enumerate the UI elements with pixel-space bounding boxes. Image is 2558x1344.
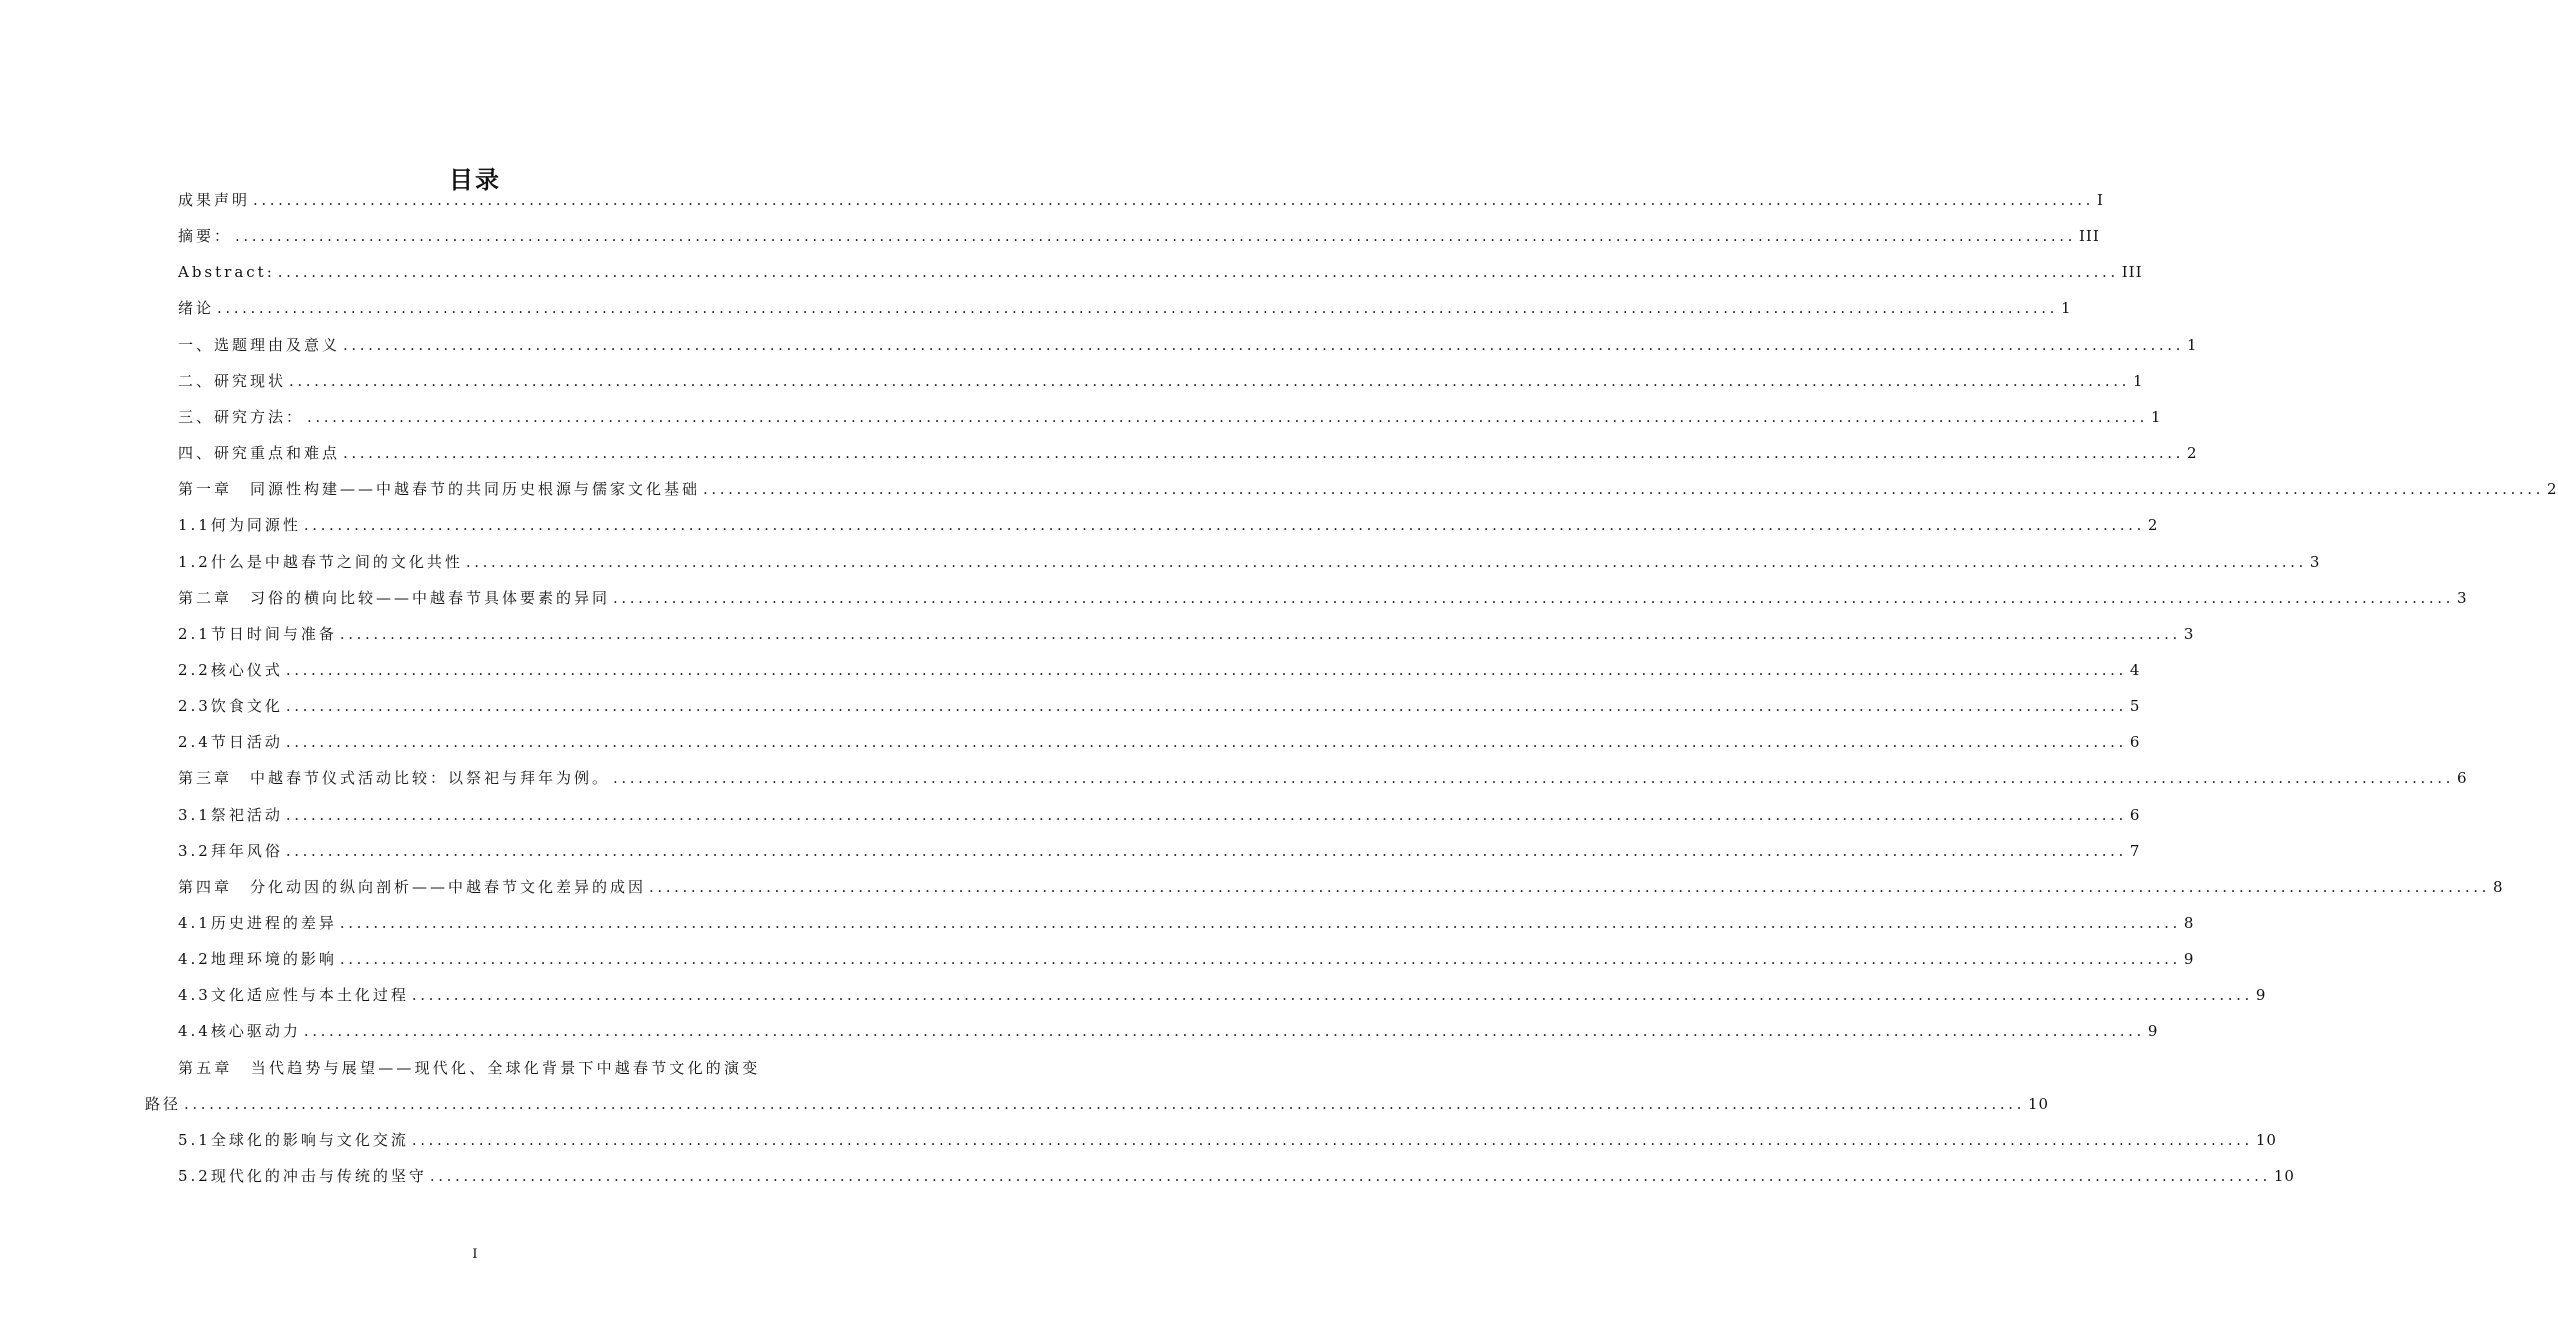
toc-entry-label: 二、研究现状 bbox=[178, 371, 287, 390]
toc-entry[interactable] bbox=[178, 933, 2195, 969]
toc-entry[interactable] bbox=[178, 716, 2141, 752]
toc-entry-page: 1 bbox=[2061, 299, 2072, 318]
toc-entry-page: III bbox=[2121, 263, 2143, 282]
toc-entry-page: 8 bbox=[2183, 914, 2195, 932]
toc-entry-label: 第一章 同源性构建——中越春节的共同历史根源与儒家文化基础 bbox=[178, 480, 701, 499]
toc-entry-page: 8 bbox=[2493, 877, 2504, 896]
toc-entry[interactable] bbox=[178, 391, 2162, 427]
toc-entry-page: 6 bbox=[2457, 769, 2468, 788]
toc-entry[interactable] bbox=[145, 1078, 2050, 1114]
toc-entry-page: 1 bbox=[2187, 335, 2198, 354]
toc-entry[interactable] bbox=[178, 499, 2159, 535]
toc-entry-page: 2 bbox=[2147, 516, 2159, 535]
toc-entry-page: 1 bbox=[2151, 407, 2162, 426]
toc-dot-leader: ............................................................................................................................................................................................................................ bbox=[253, 191, 2094, 209]
toc-dot-leader: ............................................................................................................................................................................................................................ bbox=[217, 299, 2058, 318]
toc-dot-leader: ............................................................................................................................................................................................................................ bbox=[339, 624, 2181, 643]
toc-entry-page: 1 bbox=[2133, 371, 2144, 390]
toc-dot-leader: ............................................................................................................................................................................................................................ bbox=[277, 263, 2119, 282]
toc-dot-leader: ............................................................................................................................................................................................................................ bbox=[649, 877, 2490, 896]
toc-entry-page: 4 bbox=[2129, 660, 2141, 679]
toc-entry-label: 三、研究方法： bbox=[178, 407, 305, 426]
toc-entry-label: 一、选题理由及意义 bbox=[178, 335, 341, 354]
toc-entry[interactable] bbox=[178, 1150, 2295, 1186]
toc-entry[interactable] bbox=[178, 319, 2198, 355]
toc-dot-leader: ............................................................................................................................................................................................................................ bbox=[339, 950, 2181, 969]
toc-dot-leader: ............................................................................................................................................................................................................................ bbox=[411, 1130, 2253, 1149]
toc-dot-leader: ............................................................................................................................................................................................................................ bbox=[465, 552, 2307, 571]
toc-entry-label: 4.4核心驱动力 bbox=[178, 1022, 301, 1041]
toc-entry[interactable] bbox=[178, 1005, 2159, 1041]
toc-entry-label: 摘要： bbox=[178, 227, 233, 246]
toc-entry[interactable] bbox=[178, 536, 2321, 572]
toc-entry-label: 第四章 分化动因的纵向剖析——中越春节文化差异的成因 bbox=[178, 877, 647, 896]
toc-dot-leader: ............................................................................................................................................................................................................................ bbox=[285, 841, 2127, 860]
toc-entry-page: 10 bbox=[2028, 1094, 2050, 1113]
toc-dot-leader: ............................................................................................................................................................................................................................ bbox=[411, 986, 2253, 1005]
toc-entry-page: 7 bbox=[2129, 841, 2141, 860]
toc-entry-label: 2.3饮食文化 bbox=[178, 697, 283, 716]
toc-entry-label: 1.2什么是中越春节之间的文化共性 bbox=[178, 552, 463, 571]
toc-entry-page: 3 bbox=[2309, 552, 2321, 571]
toc-entry-page: III bbox=[2079, 227, 2100, 246]
toc-entry[interactable] bbox=[178, 246, 2143, 282]
toc-entry-page: 9 bbox=[2147, 1022, 2159, 1041]
toc-entry-page: 2 bbox=[2187, 444, 2198, 463]
toc-entry-label: 第三章 中越春节仪式活动比较：以祭祀与拜年为例。 bbox=[178, 769, 611, 788]
toc-entry[interactable] bbox=[178, 897, 2195, 933]
toc-entry-label: 4.2地理环境的影响 bbox=[178, 950, 337, 969]
toc-entry[interactable] bbox=[178, 608, 2195, 644]
toc-entry[interactable] bbox=[178, 427, 2198, 463]
toc-dot-leader: ............................................................................................................................................................................................................................ bbox=[429, 1167, 2271, 1186]
toc-entry-label: 2.2核心仪式 bbox=[178, 660, 283, 679]
toc-entry-page: 6 bbox=[2129, 805, 2141, 824]
toc-dot-leader: ............................................................................................................................................................................................................................ bbox=[303, 1022, 2145, 1041]
toc-dot-leader: ............................................................................................................................................................................................................................ bbox=[285, 660, 2127, 679]
toc-dot-leader: ............................................................................................................................................................................................................................ bbox=[343, 335, 2184, 354]
toc-entry-page: 10 bbox=[2273, 1167, 2295, 1186]
toc-dot-leader: ............................................................................................................................................................................................................................ bbox=[289, 371, 2130, 390]
toc-entry-label: 5.1全球化的影响与文化交流 bbox=[178, 1130, 409, 1149]
toc-entry[interactable] bbox=[178, 174, 2104, 210]
toc-entry-label: 5.2现代化的冲击与传统的坚守 bbox=[178, 1167, 427, 1186]
toc-dot-leader: ............................................................................................................................................................................................................................ bbox=[285, 805, 2127, 824]
toc-entry-page: 2 bbox=[2547, 480, 2558, 499]
toc-entry-page: 3 bbox=[2183, 624, 2195, 643]
page-number: I bbox=[472, 1247, 478, 1262]
toc-entry-label: 4.1历史进程的差异 bbox=[178, 914, 337, 932]
toc-entry[interactable] bbox=[178, 644, 2141, 680]
toc-entry[interactable] bbox=[178, 572, 2468, 608]
toc-entry-label: 1.1何为同源性 bbox=[178, 516, 301, 535]
toc-dot-leader: ............................................................................................................................................................................................................................ bbox=[303, 516, 2145, 535]
toc-dot-leader: ............................................................................................................................................................................................................................ bbox=[184, 1094, 2025, 1113]
toc-entry-page: 9 bbox=[2183, 950, 2195, 969]
toc-entry-label: 3.2拜年风俗 bbox=[178, 841, 283, 860]
toc-entry-label: 成果声明 bbox=[178, 191, 251, 209]
toc-entry[interactable] bbox=[178, 969, 2267, 1005]
toc-dot-leader: ............................................................................................................................................................................................................................ bbox=[703, 480, 2544, 499]
toc-dot-leader: ............................................................................................................................................................................................................................ bbox=[235, 227, 2076, 246]
toc-dot-leader: ............................................................................................................................................................................................................................ bbox=[613, 769, 2454, 788]
toc-entry[interactable] bbox=[178, 825, 2141, 861]
toc-entry-label: 绪论 bbox=[178, 299, 215, 318]
toc-entry-page: 6 bbox=[2129, 733, 2141, 752]
toc-entry[interactable] bbox=[178, 463, 2558, 499]
toc-dot-leader: ............................................................................................................................................................................................................................ bbox=[307, 407, 2148, 426]
toc-dot-leader: ............................................................................................................................................................................................................................ bbox=[285, 697, 2127, 716]
toc-entry-label: 2.1节日时间与准备 bbox=[178, 624, 337, 643]
toc-entry-page: 9 bbox=[2255, 986, 2267, 1005]
toc-title: 目录 bbox=[449, 166, 501, 194]
toc-entry[interactable] bbox=[178, 282, 2072, 318]
toc-entry-label: 第二章 习俗的横向比较——中越春节具体要素的异同 bbox=[178, 588, 611, 607]
toc-entry[interactable] bbox=[178, 210, 2100, 246]
toc-entry-label: 2.4节日活动 bbox=[178, 733, 283, 752]
toc-entry-page: I bbox=[2097, 191, 2104, 209]
toc-entry-page: 5 bbox=[2129, 697, 2141, 716]
toc-entry[interactable] bbox=[178, 680, 2141, 716]
toc-entry-label: 四、研究重点和难点 bbox=[178, 444, 341, 463]
toc-entry-wrapped-line1[interactable]: 第五章 当代趋势与展望——现代化、全球化背景下中越春节文化的演变 bbox=[178, 1058, 761, 1077]
toc-entry-label: 路径 bbox=[145, 1094, 182, 1113]
toc-entry[interactable] bbox=[178, 861, 2504, 897]
toc-entry-label: 4.3文化适应性与本土化过程 bbox=[178, 986, 409, 1005]
toc-dot-leader: ............................................................................................................................................................................................................................ bbox=[339, 914, 2181, 932]
toc-entry-page: 10 bbox=[2255, 1130, 2277, 1149]
toc-dot-leader: ............................................................................................................................................................................................................................ bbox=[613, 588, 2454, 607]
toc-entry[interactable] bbox=[178, 355, 2144, 391]
toc-entry[interactable] bbox=[178, 752, 2468, 788]
toc-entry-label: 3.1祭祀活动 bbox=[178, 805, 283, 824]
toc-dot-leader: ............................................................................................................................................................................................................................ bbox=[343, 444, 2184, 463]
toc-entry[interactable] bbox=[178, 789, 2141, 825]
toc-entry-page: 3 bbox=[2457, 588, 2468, 607]
toc-dot-leader: ............................................................................................................................................................................................................................ bbox=[285, 733, 2127, 752]
toc-entry[interactable] bbox=[178, 1114, 2277, 1150]
toc-entry-label: Abstract: bbox=[178, 263, 275, 282]
